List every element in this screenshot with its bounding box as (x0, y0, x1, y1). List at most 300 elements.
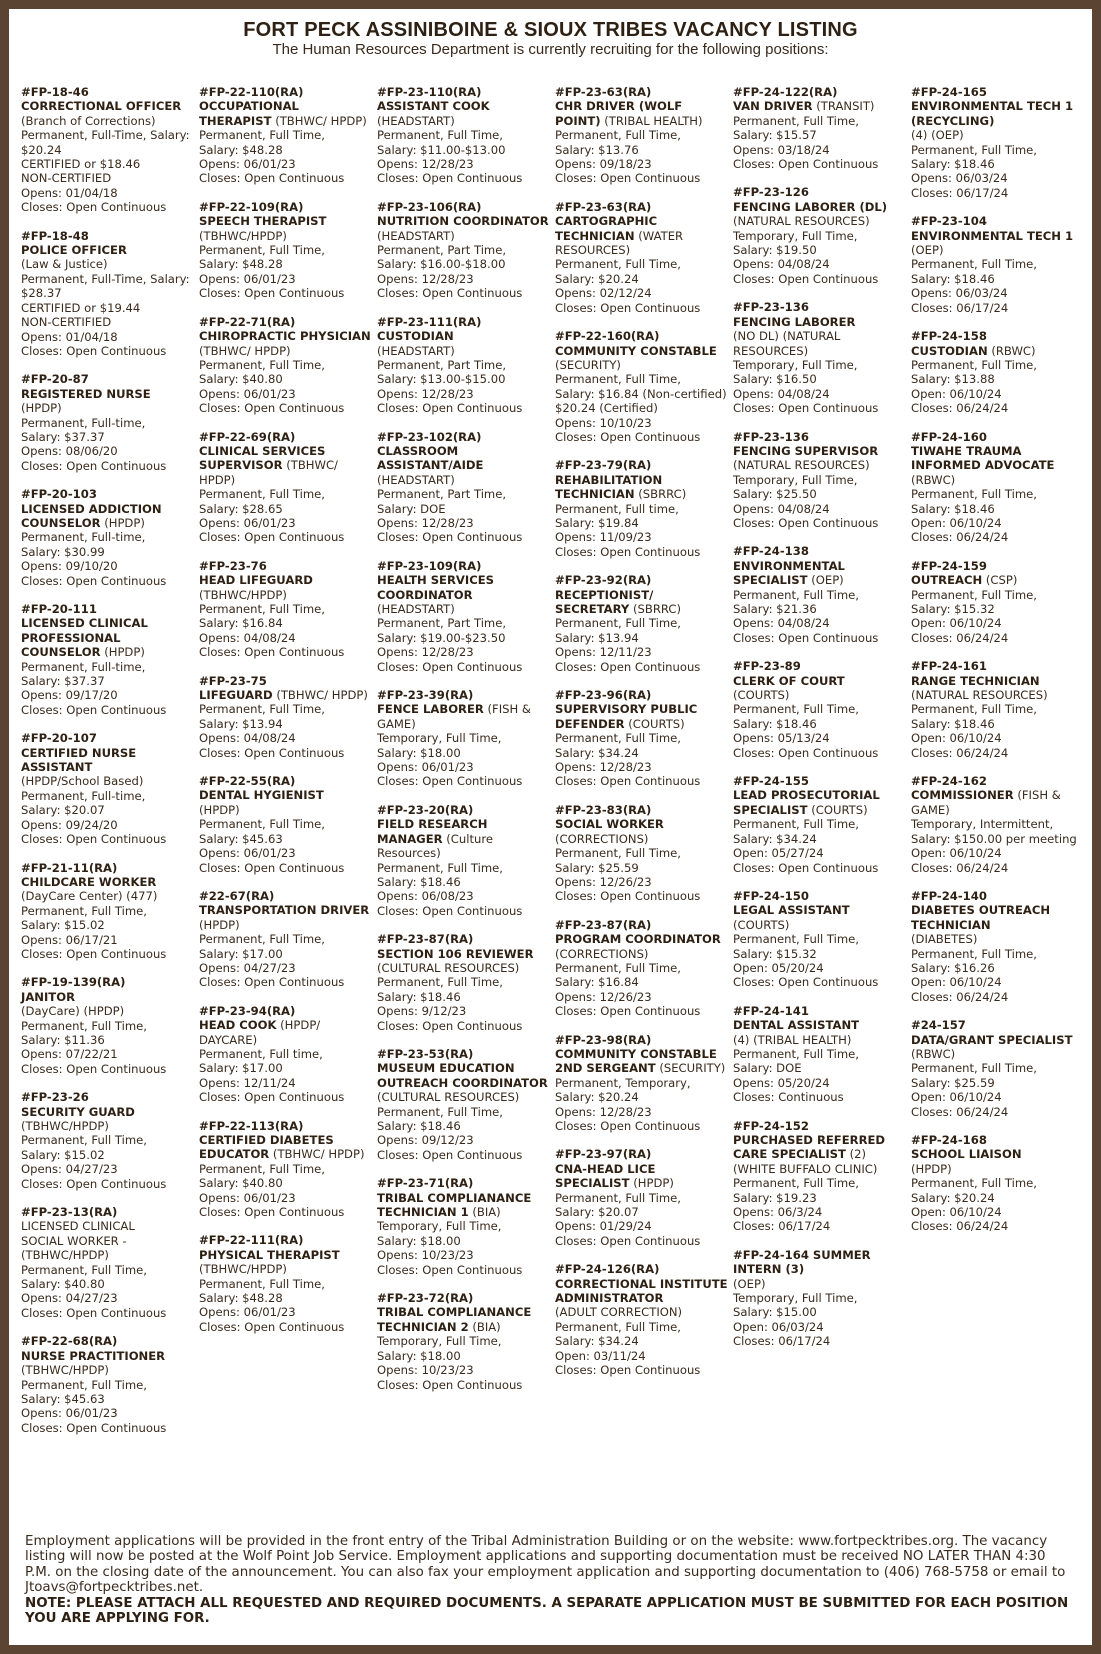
vacancy-entry (377, 803, 553, 918)
position-detail: Permanent, Full Time, (21, 1262, 147, 1277)
position-detail: Closes: Open Continuous (733, 745, 879, 760)
position-title-line (555, 932, 731, 946)
position-detail: Closes: Open Continuous (21, 200, 167, 215)
position-detail: Closes: Continuous (733, 1090, 844, 1105)
position-detail: (4) (OEP) (911, 128, 964, 143)
position-detail: (NATURAL RESOURCES) (733, 458, 870, 473)
position-code: #FP-23-111(RA) (377, 314, 482, 329)
position-department: (OEP) (911, 243, 944, 258)
position-detail: Opens: 01/04/18 (21, 185, 118, 200)
position-title-line (199, 99, 375, 128)
vacancy-entry (555, 1262, 731, 1377)
position-detail: Opens: 12/11/24 (199, 1075, 296, 1090)
position-title-line (377, 99, 553, 113)
position-code: #22-67(RA) (199, 888, 275, 903)
position-detail: Salary: $15.02 (21, 1147, 105, 1162)
position-department: (WATER RESOURCES) (555, 228, 684, 258)
position-detail: Opens: 12/28/23 (377, 271, 474, 286)
position-detail: Open: 06/10/24 (911, 731, 1002, 746)
position-code: #FP-23-94(RA) (199, 1003, 296, 1018)
position-detail: Salary: $17.00 (199, 946, 283, 961)
position-department: (SBRRC) (632, 602, 681, 616)
position-detail: Salary: $18.46 (911, 271, 995, 286)
position-title: SCHOOL LIAISON (911, 1147, 1022, 1162)
position-detail: Closes: Open Continuous (21, 946, 167, 961)
position-department: (OEP) (811, 573, 844, 588)
vacancy-entry (555, 803, 731, 904)
position-detail: Permanent, Full Time, (199, 602, 325, 616)
vacancy-entry (555, 573, 731, 674)
position-title: REGISTERED NURSE (21, 386, 151, 401)
position-department: (CULTURAL RESOURCES) (377, 960, 520, 975)
position-code: #FP-23-71(RA) (377, 1176, 474, 1191)
position-detail: Permanent, Full time, (199, 1046, 323, 1061)
position-detail: Permanent, Full-time, (21, 659, 146, 674)
position-detail: (4) (TRIBAL HEALTH) (733, 1032, 852, 1047)
position-detail: Salary: $40.80 (21, 1277, 105, 1292)
position-title: TIWAHE TRAUMA INFORMED ADVOCATE (911, 443, 1055, 473)
position-detail: Closes: Open Continuous (21, 458, 167, 473)
position-detail: (HPDP) (199, 802, 240, 817)
position-title-line (199, 444, 375, 487)
position-title: CLINICAL SERVICES SUPERVISOR (199, 443, 326, 473)
position-code: #FP-22-55(RA) (199, 774, 296, 789)
position-title-line (377, 947, 553, 976)
position-department: (HPDP) (104, 645, 145, 660)
position-detail: Opens: 06/01/23 (199, 846, 296, 861)
position-title: PHYSICAL THERAPIST (199, 1247, 340, 1262)
position-title-line (199, 329, 375, 358)
position-title-line (733, 200, 909, 229)
position-title: FIELD RESEARCH MANAGER (377, 817, 488, 846)
position-detail: Opens: 04/27/23 (199, 960, 296, 975)
position-title: CNA-HEAD LICE SPECIALIST (555, 1161, 656, 1191)
position-title-line (377, 1191, 553, 1220)
position-detail: Permanent, Full time, (555, 501, 679, 516)
position-detail: Temporary, Full Time, (733, 228, 858, 243)
vacancy-entry (555, 329, 731, 444)
vacancy-entry (21, 861, 197, 962)
position-detail: Opens: 06/08/23 (377, 889, 474, 904)
position-detail: (HEADSTART) (377, 472, 455, 487)
position-detail: Opens: 12/26/23 (555, 989, 652, 1004)
position-detail: (Law & Justice) (21, 257, 108, 272)
position-detail: Permanent, Full Time, (733, 113, 859, 128)
vacancy-column-2 (199, 85, 375, 1348)
position-detail: Closes: Open Continuous (21, 1061, 167, 1076)
position-detail: Salary: DOE (733, 1061, 802, 1076)
position-title-line (21, 990, 197, 1004)
position-detail: Closes: Open Continuous (377, 1262, 523, 1277)
position-title-line (911, 344, 1087, 358)
position-title: SPEECH THERAPIST (199, 214, 327, 229)
position-code: #FP-24-159 (911, 558, 987, 573)
vacancy-entry (21, 229, 197, 359)
position-title-line (199, 214, 375, 228)
position-code: #FP-24-155 (733, 774, 809, 789)
position-detail: Permanent, Full Time, (21, 1133, 147, 1148)
position-detail: CERTIFIED or $18.46 (21, 157, 141, 172)
position-code: #FP-19-139(RA) (21, 975, 126, 990)
position-detail: Opens: 01/29/24 (555, 1219, 652, 1234)
position-code: #FP-22-160(RA) (555, 329, 660, 344)
position-detail: Permanent, Full Time, (733, 1046, 859, 1061)
position-detail: Permanent, Full Time, (555, 128, 681, 143)
position-detail: Closes: Open Continuous (733, 271, 879, 286)
position-code: #24-157 (911, 1018, 966, 1033)
position-detail: Temporary, Full Time, (733, 1291, 858, 1306)
position-department: (HPDP) (199, 917, 240, 932)
position-title-line (733, 1018, 909, 1032)
position-code: #FP-24-122(RA) (733, 85, 838, 99)
position-title-line (199, 688, 375, 702)
position-title: SECTION 106 REVIEWER (377, 946, 534, 961)
position-detail: Salary: $11.36 (21, 1032, 105, 1047)
position-detail: Salary: $16.26 (911, 960, 995, 975)
position-detail: (WHITE BUFFALO CLINIC) (733, 1161, 878, 1176)
position-title: NURSE PRACTITIONER (21, 1348, 166, 1363)
position-title-line (21, 502, 197, 531)
vacancy-entry (733, 774, 909, 875)
position-detail: Salary: $18.46 (733, 716, 817, 731)
position-detail: Salary: $28.65 (199, 501, 283, 516)
position-department: (SECURITY) (659, 1061, 726, 1076)
page-title: FORT PECK ASSINIBOINE & SIOUX TRIBES VACANCY LISTING (243, 19, 858, 41)
position-detail: Salary: $18.46 (377, 1119, 461, 1133)
position-title-line (199, 1018, 375, 1047)
position-detail: Opens: 06/01/23 (21, 1406, 118, 1421)
position-code: #FP-23-87(RA) (555, 917, 652, 932)
position-detail: (HEADSTART) (377, 113, 455, 128)
position-code: #FP-23-98(RA) (555, 1032, 652, 1047)
vacancy-entry (555, 458, 731, 559)
position-detail: Salary: $21.36 (733, 602, 817, 616)
vacancy-entry (377, 315, 553, 416)
position-title-line (733, 674, 909, 688)
listing-footer (25, 1534, 1075, 1626)
position-detail: Opens: 06/03/24 (911, 286, 1008, 301)
position-detail: Closes: Open Continuous (733, 157, 879, 172)
position-detail: Closes: Open Continuous (555, 544, 701, 559)
position-detail: Temporary, Full Time, (733, 357, 858, 372)
vacancy-entry (911, 85, 1087, 200)
position-code: #FP-24-168 (911, 1133, 987, 1147)
position-code: #FP-23-63(RA) (555, 199, 652, 214)
position-detail: Permanent, Full Time, (21, 1377, 147, 1392)
vacancy-entry (377, 430, 553, 545)
position-title-line (377, 817, 553, 860)
position-detail: Closes: Open Continuous (733, 401, 879, 416)
position-code: #FP-20-103 (21, 487, 97, 502)
position-detail: Permanent, Part Time, (377, 616, 507, 631)
position-detail: Permanent, Full Time, (555, 257, 681, 272)
vacancy-entry (199, 674, 375, 760)
position-detail: Open: 05/20/24 (733, 960, 824, 975)
position-detail: Salary: $13.76 (555, 142, 639, 157)
position-department: (BIA) (472, 1319, 501, 1334)
position-detail: Closes: Open Continuous (199, 401, 345, 416)
position-detail: Permanent, Part Time, (377, 487, 507, 502)
position-department: (TBHWC/ HPDP) (199, 343, 291, 358)
position-detail: Temporary, Full Time, (733, 472, 858, 487)
vacancy-entry (733, 85, 909, 171)
position-detail: (HEADSTART) (377, 343, 455, 358)
position-detail: Open: 05/27/24 (733, 846, 824, 861)
position-title-line (377, 573, 553, 602)
position-detail: Opens: 03/18/24 (733, 142, 830, 157)
position-detail: Closes: Open Continuous (555, 171, 701, 186)
position-detail: Permanent, Full Time, (733, 817, 859, 832)
position-detail: Salary: $18.46 (377, 989, 461, 1004)
position-detail: Temporary, Full Time, (377, 1219, 502, 1234)
position-detail: Salary: $150.00 per meeting (911, 831, 1077, 846)
vacancy-entry (733, 1248, 909, 1349)
position-detail: Opens: 12/28/23 (377, 386, 474, 401)
position-detail: Permanent, Full Time, (911, 487, 1037, 502)
position-detail: Salary: $13.94 (555, 630, 639, 645)
position-title: CORRECTIONAL INSTITUTE ADMINISTRATOR (555, 1276, 728, 1306)
position-code: #FP-22-68(RA) (21, 1334, 118, 1349)
position-detail: Permanent, Full Time, (733, 702, 859, 717)
position-code: #FP-23-136 (733, 300, 809, 315)
position-detail: Closes: Open Continuous (199, 860, 345, 875)
position-detail: Permanent, Full Time, (377, 128, 503, 143)
position-detail: Closes: Open Continuous (199, 530, 345, 545)
position-detail: Closes: Open Continuous (377, 1147, 523, 1162)
position-detail: Opens: 04/08/24 (733, 257, 830, 272)
vacancy-entry (911, 659, 1087, 760)
vacancy-entry (21, 975, 197, 1076)
position-detail: Opens: 01/04/18 (21, 329, 118, 344)
position-detail: Opens: 06/3/24 (733, 1205, 823, 1220)
position-detail: Opens: 10/23/23 (377, 1363, 474, 1378)
position-detail: Salary: $18.00 (377, 1348, 461, 1363)
position-title-line (911, 573, 1087, 587)
position-title: DATA/GRANT SPECIALIST (911, 1032, 1073, 1047)
position-detail: Closes: Open Continuous (21, 573, 167, 588)
position-detail: Permanent, Full Time, (555, 1319, 681, 1334)
position-detail: Closes: Open Continuous (733, 630, 879, 645)
position-detail: Permanent, Full-time, (21, 530, 146, 545)
position-detail: Open: 03/11/24 (555, 1348, 646, 1363)
position-title: ASSISTANT COOK (377, 99, 490, 114)
position-detail: Permanent, Full Time, (911, 1061, 1037, 1076)
position-detail: Salary: $20.24 (555, 1090, 639, 1105)
position-detail: Closes: 06/17/24 (733, 1219, 831, 1234)
position-code: #FP-23-96(RA) (555, 688, 652, 703)
position-detail: Opens: 04/08/24 (199, 731, 296, 746)
position-detail: Closes: Open Continuous (199, 286, 345, 301)
position-detail: Salary: $20.24 (911, 1190, 995, 1205)
position-detail: Salary: $37.37 (21, 674, 105, 689)
position-detail: Salary: $11.00-$13.00 (377, 142, 506, 157)
position-department: (TRIBAL HEALTH) (604, 113, 703, 128)
position-department: (COURTS) (628, 716, 685, 731)
position-detail: Salary: $18.46 (911, 157, 995, 172)
position-detail: Salary: $25.59 (555, 860, 639, 875)
position-code: #FP-23-136 (733, 429, 809, 444)
position-code: #FP-22-69(RA) (199, 429, 296, 444)
position-detail: Permanent, Full Time, (377, 1104, 503, 1119)
vacancy-entry (733, 659, 909, 760)
vacancy-column-4 (555, 85, 731, 1392)
position-detail: Opens: 08/06/20 (21, 444, 118, 459)
position-title: ENVIRONMENTAL TECH 1 (RECYCLING) (911, 99, 1074, 128)
position-title: FENCING LABORER (DL) (733, 199, 888, 214)
position-title-line (733, 559, 909, 588)
position-detail: Salary: $15.02 (21, 918, 105, 933)
position-title: COMMUNITY CONSTABLE 2ND SERGEANT (555, 1046, 717, 1076)
position-detail: Closes: Open Continuous (21, 1305, 167, 1320)
position-detail: (TBHWC/HPDP) (21, 1363, 109, 1378)
position-detail: Opens: 04/27/23 (21, 1291, 118, 1306)
position-detail: Permanent, Full Time, (911, 946, 1037, 961)
position-code: #FP-23-89 (733, 659, 801, 674)
position-detail: Salary: $37.37 (21, 429, 105, 444)
position-department: (COURTS) (811, 802, 868, 817)
position-department: (HPDP) (633, 1176, 674, 1191)
position-title-line (199, 903, 375, 932)
position-detail: Salary: $48.28 (199, 257, 283, 272)
position-detail: Closes: 06/24/24 (911, 989, 1009, 1004)
vacancy-entry (199, 200, 375, 301)
position-code: #FP-23-20(RA) (377, 802, 474, 817)
position-code: #FP-20-87 (21, 372, 89, 387)
position-code: #FP-22-111(RA) (199, 1233, 304, 1248)
position-detail: Salary: $19.23 (733, 1190, 817, 1205)
position-detail: Permanent, Full Time, (555, 846, 681, 861)
position-detail: NON-CERTIFIED (21, 315, 112, 330)
position-code: #FP-24-152 (733, 1118, 809, 1133)
position-detail: Closes: Open Continuous (555, 429, 701, 444)
vacancy-entry (911, 329, 1087, 415)
position-title-line (733, 99, 909, 113)
position-detail: Opens: 06/01/23 (199, 1305, 296, 1320)
vacancy-entry (21, 372, 197, 473)
position-detail: Closes: Open Continuous (555, 889, 701, 904)
position-department: (FISH & GAME) (377, 702, 531, 731)
position-detail: Salary: $25.50 (733, 487, 817, 502)
position-detail: Permanent, Full Time, (199, 487, 325, 502)
position-detail: (SECURITY) (555, 357, 621, 372)
position-code: #FP-23-97(RA) (555, 1147, 652, 1162)
position-detail: Salary: $34.24 (733, 831, 817, 846)
position-detail: Permanent, Full Time, (555, 616, 681, 631)
position-detail: Open: 06/10/24 (911, 846, 1002, 861)
position-title-line (21, 99, 197, 113)
position-title: SUPERVISORY PUBLIC DEFENDER (555, 702, 698, 731)
position-detail: Permanent, Part Time, (377, 357, 507, 372)
position-title-line (555, 99, 731, 128)
position-department: (RBWC) (911, 1046, 956, 1061)
position-code: #FP-23-39(RA) (377, 688, 474, 703)
position-title: FENCING LABORER (733, 314, 856, 329)
position-code: #FP-23-63(RA) (555, 85, 652, 99)
position-title-line (555, 1277, 731, 1306)
position-detail: Opens: 12/28/23 (377, 645, 474, 660)
position-code: #FP-22-109(RA) (199, 199, 304, 214)
position-title: VAN DRIVER (733, 99, 813, 114)
position-department: (BIA) (472, 1205, 501, 1220)
position-detail: Closes: 06/24/24 (911, 1104, 1009, 1119)
position-title: DENTAL ASSISTANT (733, 1018, 860, 1033)
position-detail: Permanent, Full Time, (377, 860, 503, 875)
position-detail: Salary: $16.84 (555, 975, 639, 990)
position-detail: Closes: Open Continuous (377, 1018, 523, 1033)
position-detail: Opens: 12/28/23 (555, 760, 652, 775)
position-detail: Opens: 09/10/20 (21, 559, 118, 574)
position-detail: SOCIAL WORKER - (21, 1233, 127, 1248)
position-detail: Closes: Open Continuous (377, 286, 523, 301)
position-title: DENTAL HYGIENIST (199, 788, 324, 803)
position-title-line (21, 875, 197, 889)
position-detail: Closes: Open Continuous (733, 975, 879, 990)
position-code: #FP-23-126 (733, 185, 809, 200)
position-title: PURCHASED REFERRED CARE SPECIALIST (733, 1133, 886, 1162)
position-department: (TRANSIT) (816, 99, 875, 114)
position-detail: Salary: $13.88 (911, 372, 995, 387)
listing-header (9, 9, 1092, 59)
position-title: COMMISSIONER (911, 788, 1014, 803)
position-detail: Closes: 06/24/24 (911, 745, 1009, 760)
position-department: (RBWC) (991, 343, 1036, 358)
vacancy-entry (377, 200, 553, 301)
page-subtitle: The Human Resources Department is currently recruiting for the following positions: (272, 41, 829, 58)
position-title-line (555, 1162, 731, 1191)
position-detail: Salary: $19.00-$23.50 (377, 630, 506, 645)
vacancy-entry (377, 559, 553, 674)
vacancy-entry (911, 774, 1087, 875)
vacancy-entry (21, 1205, 197, 1320)
vacancy-entry (733, 889, 909, 990)
position-code: #FP-24-165 (911, 85, 987, 99)
position-title-line (21, 243, 197, 257)
position-detail: Permanent, Full Time, (555, 731, 681, 746)
position-detail: Permanent, Full Time, (555, 372, 681, 387)
position-detail: Permanent, Full Time, (555, 1190, 681, 1205)
vacancy-entry (555, 1147, 731, 1248)
position-title: CLERK OF COURT (733, 673, 845, 688)
position-title: MUSEUM EDUCATION OUTREACH COORDINATOR (377, 1061, 548, 1090)
position-detail: Salary: $18.00 (377, 745, 461, 760)
position-department: (HPDP/ DAYCARE) (199, 1018, 321, 1047)
position-detail: Closes: 06/24/24 (911, 860, 1009, 875)
position-detail: Open: 06/10/24 (911, 975, 1002, 990)
position-title: JANITOR (21, 989, 75, 1004)
position-detail: (CORRECTIONS) (555, 946, 649, 961)
position-detail: Permanent, Full Time, (21, 1018, 147, 1033)
position-title-line (555, 344, 731, 358)
position-detail: (COURTS) (733, 688, 790, 703)
position-title: CLASSROOM ASSISTANT/AIDE (377, 443, 484, 473)
position-detail: Opens: 04/08/24 (733, 386, 830, 401)
position-detail: Closes: 06/24/24 (911, 530, 1009, 545)
position-title: CERTIFIED NURSE ASSISTANT (21, 745, 137, 775)
position-detail: Salary: $17.00 (199, 1061, 283, 1076)
position-title: CERTIFIED DIABETES EDUCATOR (199, 1133, 334, 1162)
position-code: #FP-23-109(RA) (377, 558, 482, 573)
position-detail: Open: 06/03/24 (733, 1319, 824, 1334)
position-title: POLICE OFFICER (21, 243, 127, 258)
position-detail: Permanent, Full Time, (911, 702, 1037, 717)
position-detail: Opens: 9/12/23 (377, 1004, 467, 1019)
position-detail: Opens: 06/01/23 (199, 157, 296, 172)
vacancy-entry (733, 185, 909, 286)
position-detail: Opens: 12/11/23 (555, 645, 652, 660)
position-title: FENCING SUPERVISOR (733, 443, 879, 458)
position-title-line (377, 444, 553, 473)
position-detail: Closes: 06/17/24 (911, 300, 1009, 315)
